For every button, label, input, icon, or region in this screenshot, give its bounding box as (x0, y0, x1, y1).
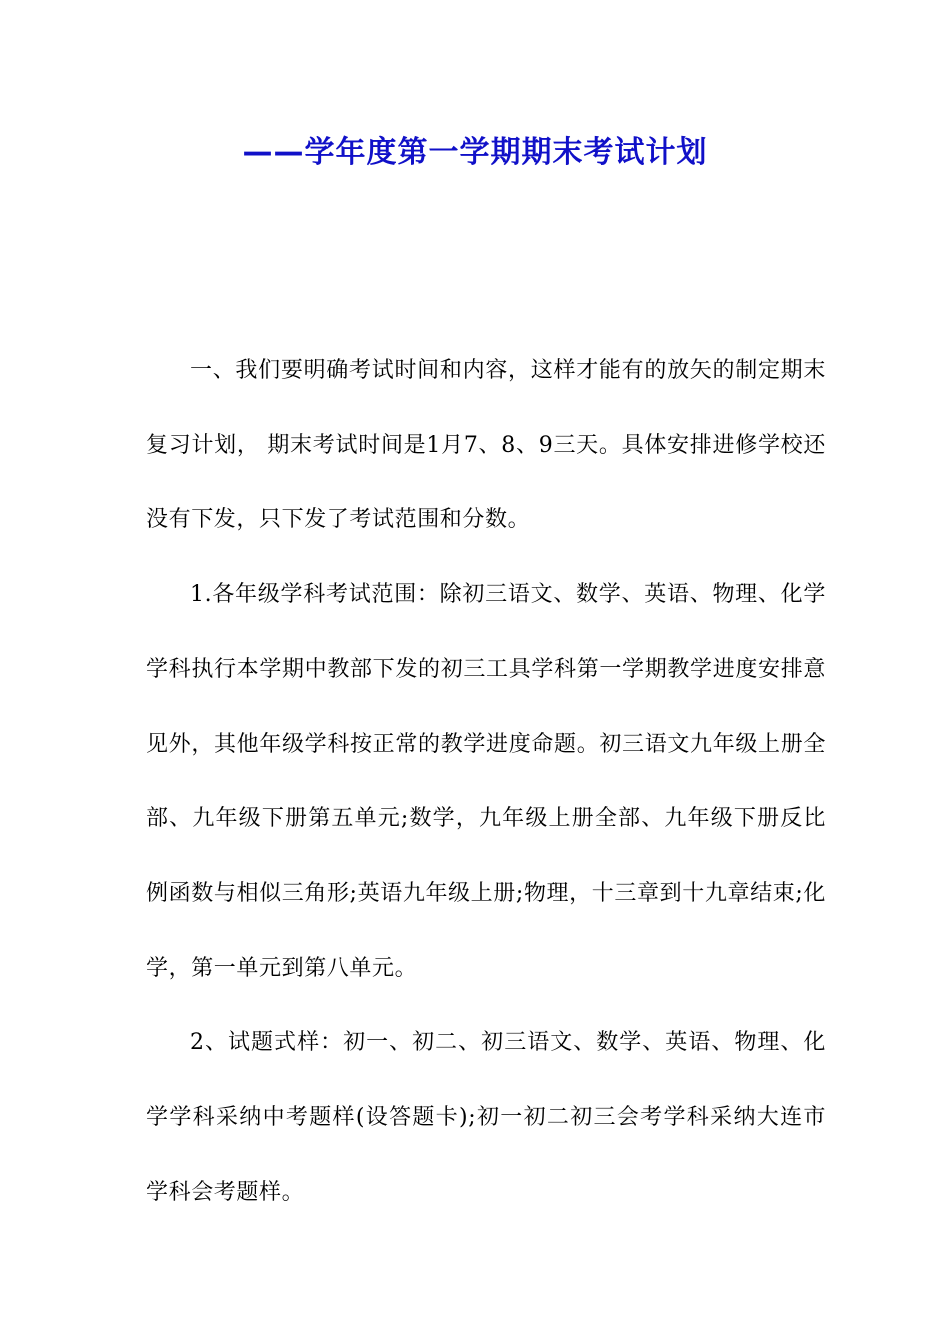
document-title: ——学年度第一学期期末考试计划 (242, 135, 708, 170)
paragraph-exam-time: 一、我们要明确考试时间和内容，这样才能有的放矢的制定期末复习计划， 期末考试时间是1月7、8、9三天。具体安排进修学校还没有下发，只下发了考试范围和分数。 (146, 358, 826, 533)
paragraph-exam-scope: 1.各年级学科考试范围：除初三语文、数学、英语、物理、化学学科执行本学期中教部下发的初三工具学科第一学期教学进度安排意见外，其他年级学科按正常的教学进度命题。初三语文九年级上册全部、九年级下册第五单元;数学，九年级上册全部、九年级下册反比例函数与相似三角形;英语九年级上册;物理，十三章到十九章结束;化学，第一单元到第八单元。 (146, 582, 826, 981)
document-body (146, 334, 826, 1230)
paragraph-question-format: 2、试题式样：初一、初二、初三语文、数学、英语、物理、化学学科采纳中考题样(设答题卡);初一初二初三会考学科采纳大连市学科会考题样。 (146, 1030, 826, 1205)
